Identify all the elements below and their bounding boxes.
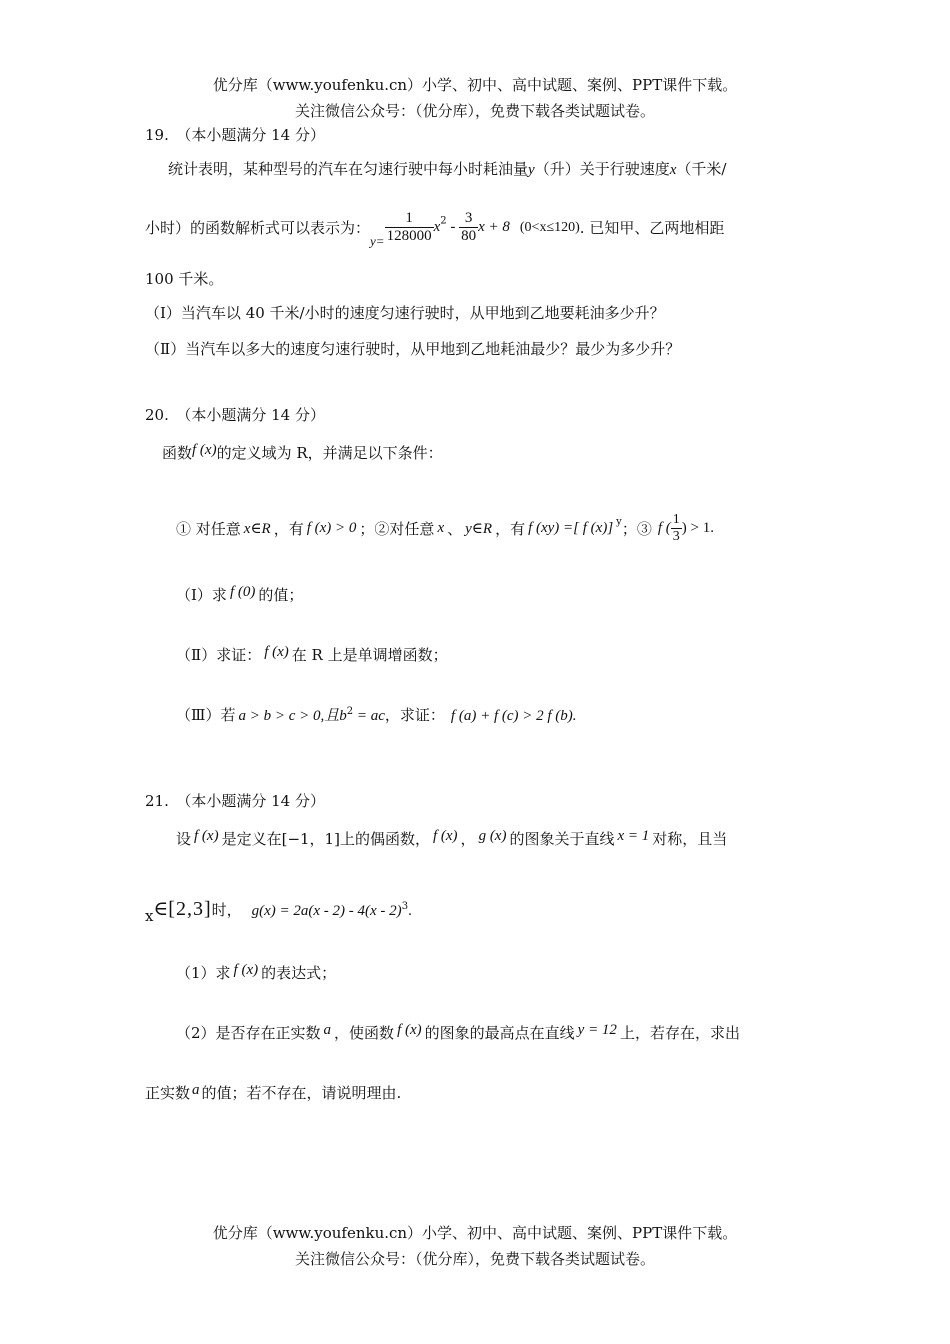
q20-intro: 函数f (x)的定义域为 R，并满足以下条件： — [162, 442, 443, 462]
q19-distance: 100 千米。 — [145, 270, 224, 288]
q21-part-1: （1）求 f (x) 的表达式； — [176, 962, 337, 982]
q20-part-3: （Ⅲ）若 a > b > c > 0,且$b^2$ = ac，求证： f (a) + f (c) > 2 f (b). — [176, 706, 577, 724]
footer-line-2: 关注微信公众号：（优分库），免费下载各类试题试卷。 — [294, 1250, 655, 1268]
header-line-1: 优分库（www.youfenku.cn）小学、初中、高中试题、案例、PPT课件下载。 — [212, 76, 738, 94]
q19-heading: 19. （本小题满分 14 分） — [145, 126, 325, 144]
q21-line-1: 设 f (x) 是定义在[−1，1]上的偶函数， f (x) ， g (x) 的图象关于直线 x = 1 对称，且当 — [176, 828, 728, 848]
q21-heading: 21. （本小题满分 14 分） — [145, 792, 325, 810]
q19-part-1: （Ⅰ）当汽车以 40 千米/小时的速度匀速行驶时，从甲地到乙地要耗油多少升？ — [145, 304, 665, 322]
fraction-1-over-3: $\frac{1}{3}$ — [672, 512, 680, 544]
q19-intro: 统计表明，某种型号的汽车在匀速行驶中每小时耗油量y（升）关于行驶速度x（千米/ — [168, 160, 727, 178]
header-line-2: 关注微信公众号：（优分库），免费下载各类试题试卷。 — [294, 102, 655, 120]
q21-part-2: （2）是否存在正实数 a ，使函数 f (x) 的图象的最高点在直线 y = 12 上，若存在，求出 — [176, 1022, 740, 1042]
q21-line-2: x∈[2,3]时， g(x) = 2a(x - 2) - 4(x - 2)$^3$. — [145, 896, 412, 925]
q20-part-2: （Ⅱ）求证： f (x) 在 R 上是单调增函数； — [176, 644, 448, 664]
q20-heading: 20. （本小题满分 14 分） — [145, 406, 325, 424]
fraction-3-over-80: $\frac{3}{80}$ — [461, 210, 477, 244]
q19-part-2: （Ⅱ）当汽车以多大的速度匀速行驶时，从甲地到乙地耗油最少？最少为多少升？ — [145, 340, 681, 358]
footer-line-1: 优分库（www.youfenku.cn）小学、初中、高中试题、案例、PPT课件下载。 — [212, 1224, 738, 1242]
q20-part-1: （Ⅰ）求 f (0) 的值； — [176, 584, 304, 604]
q19-formula-line: 小时）的函数解析式可以表示为：y= $\frac{1}{128000}$ $x^2$ - $\frac{3}{80}$ x + 8 (0<x≤120). 已知甲、乙两地相距 — [145, 210, 725, 249]
q21-part-2-cont: 正实数 a 的值；若不存在，请说明理由. — [145, 1082, 402, 1102]
fraction-1-over-128000: $\frac{1}{128000}$ — [386, 210, 432, 244]
q20-conditions: ① 对任意 x∈R ，有 f (x) > 0 ；②对任意 x 、 y∈R ，有 f (xy) =[ f (x)] $^y$；③ f ( $\frac{1}{3}$ ) > 1. — [176, 512, 714, 544]
